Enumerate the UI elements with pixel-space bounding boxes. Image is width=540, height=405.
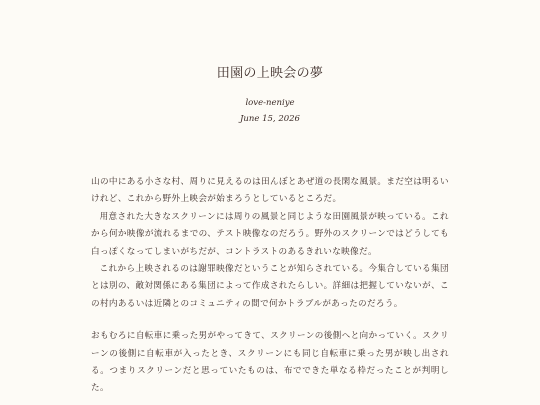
paragraph: 用意された大きなスクリーンには周りの風景と同じような田園風景が映っている。これから何か映像が流れるまでの、テスト映像なのだろう。野外のスクリーンではどうしても白っぽくなってしまいがちだが、コントラストのあるきれいな映像だ。 — [91, 211, 449, 257]
paragraph: 山の中にある小さな村、周りに見えるのは田んぼとあぜ道の長閑な風景。まだ空は明るいけれど、これから野外上映会が始まろうとしているところだ。 — [91, 177, 449, 205]
document-date: June 15, 2026 — [240, 114, 300, 124]
document-title: 田園の上映会の夢 — [216, 66, 324, 81]
paragraph: おもむろに自転車に乗った男がやってきて、スクリーンの後側へと向かっていく。スクリーンの後側に自転車が入ったとき、スクリーンにも同じ自転車に乗った男が映し出される。つまりスクリーンだと思っていたものは、布でできた単なる枠だったことが判明した。 — [91, 331, 449, 394]
document-body — [91, 174, 449, 398]
document-author: love-neniye — [245, 98, 295, 108]
paragraph: これから上映されるのは謝罪映像だということが知らされている。今集合している集団とは別の、敵対関係にある集団によって作成されたらしい。詳細は把握していないが、この村内あるいは近隣とのコミュニティの間で何かトラブルがあったのだろう。 — [91, 264, 449, 309]
document-header — [0, 64, 540, 125]
